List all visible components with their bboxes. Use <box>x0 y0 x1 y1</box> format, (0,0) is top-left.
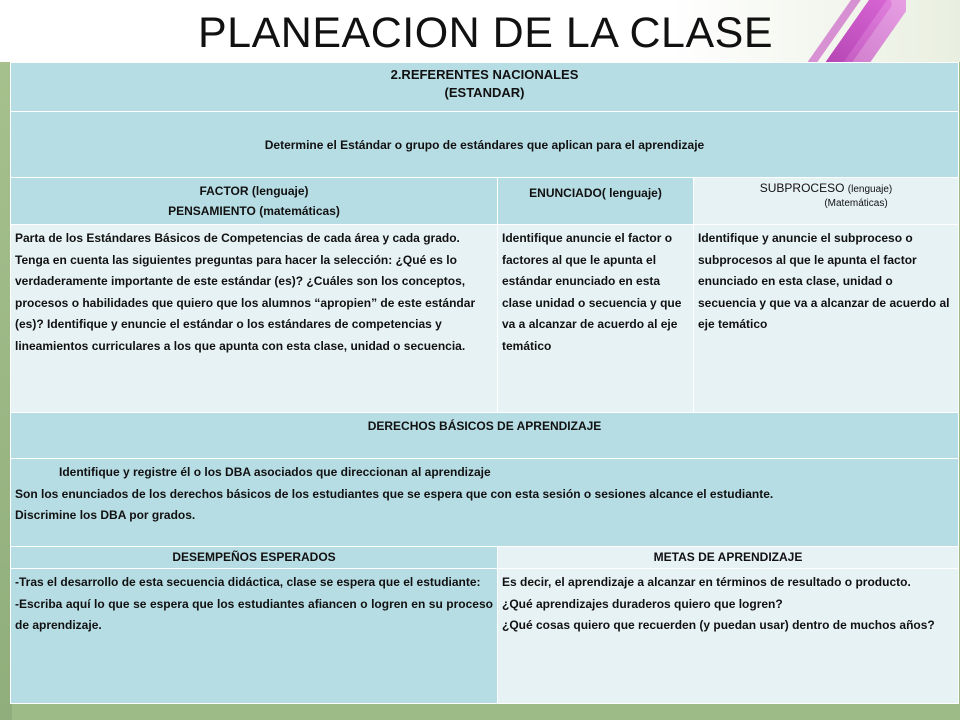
enunciado-header <box>498 178 694 225</box>
dba-title: DERECHOS BÁSICOS DE APRENDIZAJE <box>367 419 602 433</box>
desempenos-content-cell <box>11 569 498 704</box>
metas-line-2: ¿Qué aprendizajes duraderos quiero que logren? <box>502 596 783 611</box>
dba-header <box>11 413 959 459</box>
metas-header <box>498 547 959 569</box>
desempenos-line-2: -Escriba aquí lo que se espera que los estudiantes afiancen o logren en su proceso de aprendizaje. <box>15 596 493 632</box>
dba-content-cell <box>11 459 959 547</box>
factor-content-cell <box>11 225 498 413</box>
subproceso-matematicas-label: (Matemáticas) <box>824 198 888 209</box>
subproceso-label: SUBPROCESO <box>759 181 845 195</box>
standard-subtitle: (ESTANDAR) <box>444 85 525 100</box>
metas-line-3: ¿Qué cosas quiero que recuerden (y puedan usar) dentro de muchos años? <box>502 618 935 632</box>
page-title: PLANEACION DE LA CLASE <box>198 9 773 57</box>
standard-instruction: Determine el Estándar o grupo de estándares que aplican para el aprendizaje <box>264 137 705 152</box>
planning-table <box>10 62 959 704</box>
metas-title: METAS DE APRENDIZAJE <box>653 550 803 564</box>
dba-line-2: Son los enunciados de los derechos básicos de los estudiantes que se espera que con esta sesión o sesiones alcance el estudiante. <box>15 486 774 501</box>
desempenos-line-1: -Tras el desarrollo de esta secuencia didáctica, clase se espera que el estudiante: <box>15 575 481 589</box>
desempenos-title: DESEMPEÑOS ESPERADOS <box>172 550 336 564</box>
subproceso-header <box>694 178 959 225</box>
factor-header <box>11 178 498 225</box>
national-references-header <box>11 63 959 112</box>
factor-label: FACTOR (lenguaje) <box>199 184 309 198</box>
metas-line-1: Es decir, el aprendizaje a alcanzar en términos de resultado o producto. <box>502 575 911 589</box>
enunciado-content: Identifique anuncie el factor o factores al que le apunta el estándar enunciado en esta clase unidad o secuencia y que va a alcanzar de acuerdo al eje temático <box>502 231 682 353</box>
dba-line-1: Identifique y registre él o los DBA asociados que direccionan al aprendizaje <box>59 465 491 479</box>
metas-content-cell <box>498 569 959 704</box>
national-references-title: 2.REFERENTES NACIONALES <box>390 67 579 82</box>
subproceso-content-cell <box>694 225 959 413</box>
subproceso-content: Identifique y anuncie el subproceso o subprocesos al que le apunta el factor enunciado en esta clase, unidad o secuencia y que va a alcanzar de acuerdo al eje temático <box>698 231 950 331</box>
dba-line-3: Discrimine los DBA por grados. <box>15 508 196 522</box>
enunciado-label: ENUNCIADO( lenguaje) <box>529 186 662 200</box>
desempenos-header <box>11 547 498 569</box>
factor-content: Parta de los Estándares Básicos de Competencias de cada área y cada grado. Tenga en cuenta las siguientes preguntas para hacer la selección: ¿Qué es lo verdaderamente importante de este estándar (es)? ¿Cuáles son los conceptos, procesos o habilidades que quiero que los alumnos “apropien” de este estándar (es)? Identifique y enuncie el estándar o los estándares de competencias y lineamientos curriculares a los que apunta con esta clase, unidad o secuencia. <box>15 231 476 353</box>
subproceso-lenguaje-label: (lenguaje) <box>847 184 893 195</box>
standard-instruction-cell <box>11 112 959 178</box>
enunciado-content-cell <box>498 225 694 413</box>
pensamiento-label: PENSAMIENTO (matemáticas) <box>168 204 340 218</box>
